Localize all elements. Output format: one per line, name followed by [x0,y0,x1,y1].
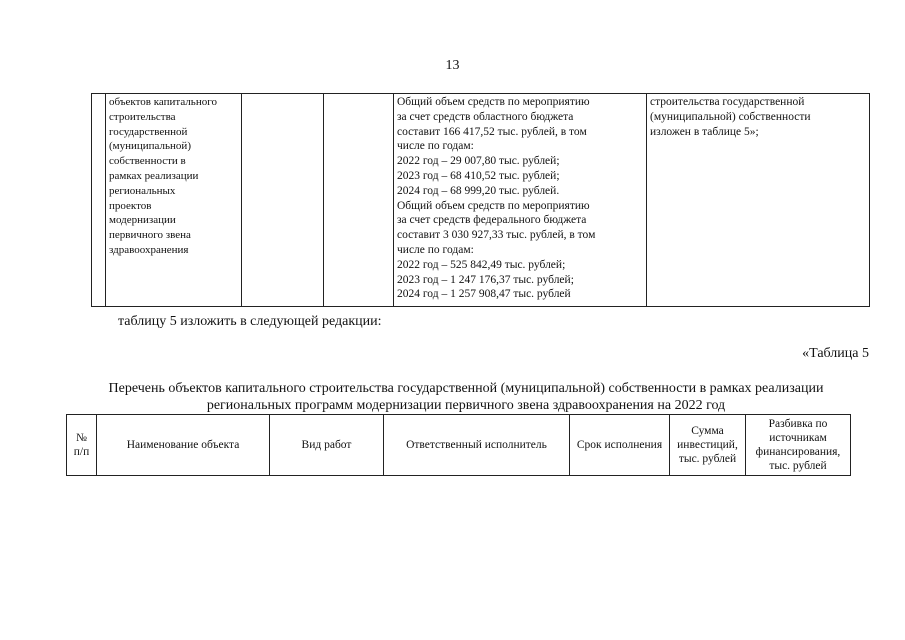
object-name-line: собственности в [109,155,186,168]
table-caption: Перечень объектов капитального строительства государственной (муниципальной) собственности в рамках реализации региональных программ модернизации первичного звена здравоохранения на 2022 год [108,381,824,413]
header-term: Срок исполнения [570,415,670,476]
funding-line: 2024 год – 1 257 908,47 тыс. рублей [397,288,571,301]
table-label: «Таблица 5 [802,346,869,361]
funding-line: 2023 год – 1 247 176,37 тыс. рублей; [397,273,574,286]
funding-line: составит 166 417,52 тыс. рублей, в том [397,125,587,138]
col-empty-2 [242,94,324,307]
col-empty-3 [324,94,394,307]
object-name-line: строительства [109,110,176,123]
result-cell [647,94,870,307]
result-line: строительства государственной [650,96,805,108]
header-breakdown: Разбивка по источникам финансирования, тыс. рублей [746,415,851,476]
funding-line: за счет средств областного бюджета [397,110,574,123]
page-number: 13 [445,58,460,73]
object-name-line: первичного звена [109,229,191,242]
object-name-line: (муниципальной) [109,140,191,153]
header-num: № п/п [67,415,97,476]
table-5 [66,414,851,476]
funding-line: числе по годам: [397,243,474,256]
object-name-line: государственной [109,125,188,138]
funding-line: 2022 год – 525 842,49 тыс. рублей; [397,258,566,271]
funding-line: составит 3 030 927,33 тыс. рублей, в том [397,229,596,242]
header-investment: Сумма инвестиций, тыс. рублей [670,415,746,476]
intro-text: таблицу 5 изложить в следующей редакции: [118,314,382,329]
funding-line: числе по годам: [397,140,474,153]
object-name-line: рамках реализации [109,169,199,182]
funding-line: 2022 год – 29 007,80 тыс. рублей; [397,155,560,168]
table-header-row [67,415,851,476]
header-executor: Ответственный исполнитель [384,415,570,476]
object-name-line: объектов капитального [109,96,217,108]
header-work: Вид работ [270,415,384,476]
funding-line: Общий объем средств по мероприятию [397,96,590,108]
object-name-line: модернизации [109,214,176,227]
result-line: изложен в таблице 5»; [650,125,759,138]
funding-line: 2024 год – 68 999,20 тыс. рублей. [397,184,560,197]
object-name-line: проектов [109,199,152,212]
funding-line: 2023 год – 68 410,52 тыс. рублей; [397,169,560,182]
object-name-line: региональных [109,184,176,197]
funding-line: Общий объем средств по мероприятию [397,199,590,212]
col-empty-1 [92,94,106,307]
header-name: Наименование объекта [97,415,270,476]
object-name-line: здравоохранения [109,243,189,256]
continued-table [91,93,870,307]
funding-line: за счет средств федерального бюджета [397,214,587,227]
funding-cell [394,94,647,307]
object-name-cell [106,94,242,307]
result-line: (муниципальной) собственности [650,110,811,123]
